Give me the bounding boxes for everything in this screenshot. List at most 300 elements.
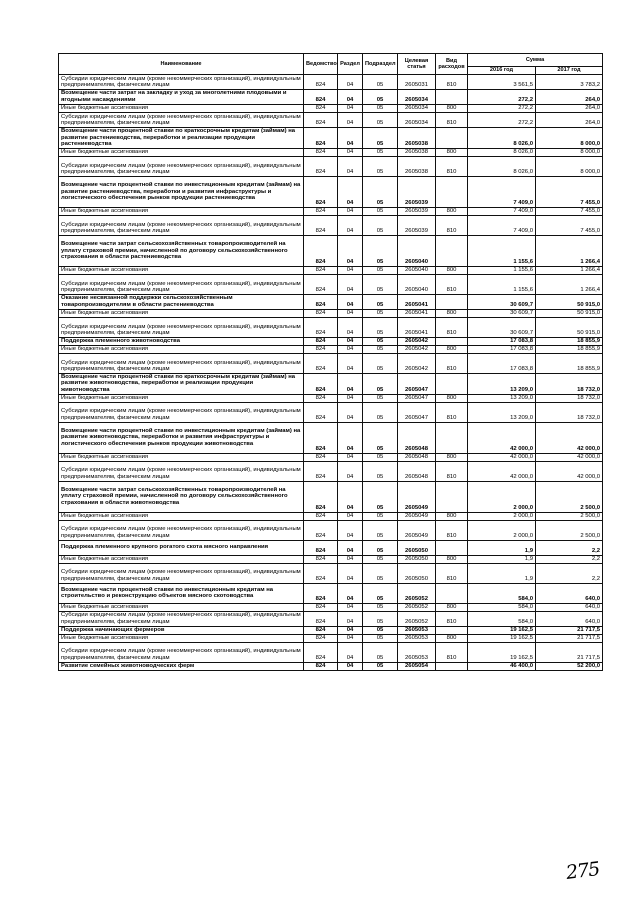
cell-target-article: 2605038 bbox=[398, 148, 436, 156]
cell-name: Поддержка начинающих фермеров bbox=[59, 626, 304, 634]
cell-department: 824 bbox=[304, 266, 338, 274]
cell-name: Иные бюджетные ассигнования bbox=[59, 512, 304, 520]
cell-section: 04 bbox=[338, 317, 363, 337]
cell-target-article: 2605052 bbox=[398, 583, 436, 603]
cell-name: Оказание несвязанной поддержки сельскохозяйственным товаропроизводителям в области растениеводства bbox=[59, 294, 304, 309]
cell-sum-2016: 46 400,0 bbox=[468, 662, 536, 670]
cell-name: Субсидии юридическим лицам (кроме некоммерческих организаций), индивидуальным предпринимателям, физическим лицам bbox=[59, 274, 304, 294]
header-subsection: Подраздел bbox=[363, 54, 398, 75]
cell-sum-2016: 30 609,7 bbox=[468, 309, 536, 317]
cell-sum-2016: 8 026,0 bbox=[468, 128, 536, 149]
cell-sum-2016: 7 409,0 bbox=[468, 207, 536, 215]
cell-sum-2017: 18 855,9 bbox=[536, 337, 603, 345]
cell-sum-2017: 3 783,2 bbox=[536, 75, 603, 90]
cell-sum-2016: 584,0 bbox=[468, 603, 536, 611]
cell-expense-type bbox=[436, 540, 468, 555]
cell-sum-2017: 18 855,9 bbox=[536, 353, 603, 373]
cell-target-article: 2605053 bbox=[398, 626, 436, 634]
cell-target-article: 2605042 bbox=[398, 353, 436, 373]
table-row bbox=[59, 90, 603, 105]
header-name: Наименование bbox=[59, 54, 304, 75]
cell-expense-type: 800 bbox=[436, 266, 468, 274]
table-row bbox=[59, 555, 603, 563]
cell-sum-2017: 21 717,5 bbox=[536, 642, 603, 662]
cell-department: 824 bbox=[304, 453, 338, 461]
cell-section: 04 bbox=[338, 461, 363, 481]
cell-subsection: 05 bbox=[363, 373, 398, 394]
cell-section: 04 bbox=[338, 373, 363, 394]
table-row bbox=[59, 345, 603, 353]
cell-expense-type: 810 bbox=[436, 113, 468, 128]
cell-section: 04 bbox=[338, 353, 363, 373]
cell-name: Иные бюджетные ассигнования bbox=[59, 266, 304, 274]
table-row bbox=[59, 453, 603, 461]
cell-department: 824 bbox=[304, 235, 338, 266]
cell-section: 04 bbox=[338, 634, 363, 642]
cell-section: 04 bbox=[338, 337, 363, 345]
cell-sum-2017: 42 000,0 bbox=[536, 453, 603, 461]
cell-sum-2017: 8 000,0 bbox=[536, 148, 603, 156]
cell-department: 824 bbox=[304, 583, 338, 603]
cell-target-article: 2605042 bbox=[398, 337, 436, 345]
cell-sum-2016: 3 561,5 bbox=[468, 75, 536, 90]
cell-department: 824 bbox=[304, 555, 338, 563]
cell-department: 824 bbox=[304, 353, 338, 373]
cell-sum-2016: 42 000,0 bbox=[468, 461, 536, 481]
cell-sum-2017: 264,0 bbox=[536, 90, 603, 105]
cell-sum-2017: 7 455,0 bbox=[536, 215, 603, 235]
cell-department: 824 bbox=[304, 461, 338, 481]
cell-sum-2017: 264,0 bbox=[536, 113, 603, 128]
cell-name: Иные бюджетные ассигнования bbox=[59, 453, 304, 461]
cell-section: 04 bbox=[338, 274, 363, 294]
cell-subsection: 05 bbox=[363, 176, 398, 207]
header-target-article: Целевая статья bbox=[398, 54, 436, 75]
cell-sum-2016: 272,2 bbox=[468, 113, 536, 128]
cell-department: 824 bbox=[304, 176, 338, 207]
cell-target-article: 2605050 bbox=[398, 563, 436, 583]
budget-table bbox=[58, 53, 603, 671]
table-row bbox=[59, 128, 603, 149]
cell-expense-type: 800 bbox=[436, 603, 468, 611]
header-department: Ведомство bbox=[304, 54, 338, 75]
cell-target-article: 2605054 bbox=[398, 662, 436, 670]
cell-sum-2017: 2,2 bbox=[536, 563, 603, 583]
cell-department: 824 bbox=[304, 156, 338, 176]
header-expense-type: Вид расходов bbox=[436, 54, 468, 75]
cell-section: 04 bbox=[338, 309, 363, 317]
cell-expense-type bbox=[436, 128, 468, 149]
cell-subsection: 05 bbox=[363, 540, 398, 555]
cell-sum-2016: 19 162,5 bbox=[468, 634, 536, 642]
cell-sum-2017: 7 455,0 bbox=[536, 176, 603, 207]
cell-name: Возмещение части затрат сельскохозяйственных товаропроизводителей на уплату страховой премии, начисленной по договору сельскохозяйственного страхования в области животноводства bbox=[59, 481, 304, 512]
cell-expense-type: 810 bbox=[436, 520, 468, 540]
table-row bbox=[59, 156, 603, 176]
cell-section: 04 bbox=[338, 394, 363, 402]
cell-target-article: 2605040 bbox=[398, 274, 436, 294]
cell-name: Иные бюджетные ассигнования bbox=[59, 555, 304, 563]
table-row bbox=[59, 662, 603, 670]
cell-section: 04 bbox=[338, 266, 363, 274]
header-year-2016: 2016 год bbox=[468, 67, 536, 75]
cell-expense-type bbox=[436, 481, 468, 512]
cell-target-article: 2605052 bbox=[398, 611, 436, 626]
cell-subsection: 05 bbox=[363, 611, 398, 626]
table-row bbox=[59, 461, 603, 481]
cell-sum-2017: 1 266,4 bbox=[536, 235, 603, 266]
cell-subsection: 05 bbox=[363, 422, 398, 453]
cell-name: Иные бюджетные ассигнования bbox=[59, 394, 304, 402]
cell-name: Субсидии юридическим лицам (кроме некоммерческих организаций), индивидуальным предпринимателям, физическим лицам bbox=[59, 402, 304, 422]
cell-target-article: 2605038 bbox=[398, 128, 436, 149]
cell-sum-2017: 21 717,5 bbox=[536, 626, 603, 634]
cell-sum-2017: 18 732,0 bbox=[536, 373, 603, 394]
cell-section: 04 bbox=[338, 662, 363, 670]
cell-expense-type: 800 bbox=[436, 148, 468, 156]
cell-subsection: 05 bbox=[363, 583, 398, 603]
cell-sum-2017: 640,0 bbox=[536, 583, 603, 603]
cell-target-article: 2605031 bbox=[398, 75, 436, 90]
cell-name: Развитие семейных животноводческих ферм bbox=[59, 662, 304, 670]
cell-target-article: 2605040 bbox=[398, 266, 436, 274]
table-row bbox=[59, 402, 603, 422]
cell-department: 824 bbox=[304, 207, 338, 215]
cell-expense-type: 800 bbox=[436, 634, 468, 642]
cell-expense-type: 810 bbox=[436, 215, 468, 235]
cell-sum-2017: 1 266,4 bbox=[536, 274, 603, 294]
cell-sum-2016: 19 162,5 bbox=[468, 642, 536, 662]
table-row bbox=[59, 75, 603, 90]
cell-section: 04 bbox=[338, 176, 363, 207]
cell-sum-2016: 272,2 bbox=[468, 105, 536, 113]
cell-name: Поддержка племенного крупного рогатого скота мясного направления bbox=[59, 540, 304, 555]
cell-name: Иные бюджетные ассигнования bbox=[59, 634, 304, 642]
cell-target-article: 2605047 bbox=[398, 394, 436, 402]
cell-expense-type bbox=[436, 176, 468, 207]
cell-sum-2016: 584,0 bbox=[468, 583, 536, 603]
cell-department: 824 bbox=[304, 402, 338, 422]
table-row bbox=[59, 113, 603, 128]
cell-sum-2017: 50 915,0 bbox=[536, 294, 603, 309]
cell-sum-2017: 2,2 bbox=[536, 555, 603, 563]
table-row bbox=[59, 611, 603, 626]
cell-name: Иные бюджетные ассигнования bbox=[59, 148, 304, 156]
cell-subsection: 05 bbox=[363, 353, 398, 373]
table-row bbox=[59, 626, 603, 634]
cell-name: Возмещение части процентной ставки по инвестиционным кредитам на строительство и реконструкцию объектов мясного скотоводства bbox=[59, 583, 304, 603]
cell-sum-2017: 50 915,0 bbox=[536, 317, 603, 337]
cell-subsection: 05 bbox=[363, 481, 398, 512]
cell-expense-type bbox=[436, 626, 468, 634]
cell-section: 04 bbox=[338, 402, 363, 422]
cell-name: Субсидии юридическим лицам (кроме некоммерческих организаций), индивидуальным предпринимателям, физическим лицам bbox=[59, 611, 304, 626]
cell-target-article: 2605047 bbox=[398, 373, 436, 394]
cell-section: 04 bbox=[338, 148, 363, 156]
cell-subsection: 05 bbox=[363, 337, 398, 345]
cell-target-article: 2605041 bbox=[398, 294, 436, 309]
cell-sum-2016: 1 155,6 bbox=[468, 235, 536, 266]
table-row bbox=[59, 634, 603, 642]
cell-sum-2016: 2 000,0 bbox=[468, 481, 536, 512]
cell-subsection: 05 bbox=[363, 555, 398, 563]
cell-target-article: 2605049 bbox=[398, 520, 436, 540]
cell-name: Субсидии юридическим лицам (кроме некоммерческих организаций), индивидуальным предпринимателям, физическим лицам bbox=[59, 113, 304, 128]
cell-subsection: 05 bbox=[363, 461, 398, 481]
cell-subsection: 05 bbox=[363, 520, 398, 540]
cell-department: 824 bbox=[304, 540, 338, 555]
cell-subsection: 05 bbox=[363, 90, 398, 105]
cell-subsection: 05 bbox=[363, 128, 398, 149]
cell-name: Иные бюджетные ассигнования bbox=[59, 345, 304, 353]
cell-expense-type: 800 bbox=[436, 394, 468, 402]
table-row bbox=[59, 353, 603, 373]
cell-target-article: 2605034 bbox=[398, 90, 436, 105]
cell-target-article: 2605048 bbox=[398, 422, 436, 453]
cell-name: Субсидии юридическим лицам (кроме некоммерческих организаций), индивидуальным предпринимателям, физическим лицам bbox=[59, 215, 304, 235]
cell-subsection: 05 bbox=[363, 215, 398, 235]
table-row bbox=[59, 266, 603, 274]
cell-section: 04 bbox=[338, 520, 363, 540]
cell-subsection: 05 bbox=[363, 662, 398, 670]
cell-department: 824 bbox=[304, 148, 338, 156]
cell-department: 824 bbox=[304, 394, 338, 402]
cell-expense-type: 800 bbox=[436, 512, 468, 520]
cell-section: 04 bbox=[338, 583, 363, 603]
cell-expense-type: 810 bbox=[436, 317, 468, 337]
cell-name: Возмещение части процентной ставки по инвестиционным кредитам (займам) на развитие животноводства, переработки и развития инфраструктуры и логистического обеспечения рынков продукции животноводства bbox=[59, 422, 304, 453]
cell-section: 04 bbox=[338, 512, 363, 520]
cell-name: Субсидии юридическим лицам (кроме некоммерческих организаций), индивидуальным предпринимателям, физическим лицам bbox=[59, 317, 304, 337]
cell-section: 04 bbox=[338, 90, 363, 105]
cell-sum-2016: 42 000,0 bbox=[468, 422, 536, 453]
header-year-2017: 2017 год bbox=[536, 67, 603, 75]
cell-section: 04 bbox=[338, 156, 363, 176]
cell-sum-2016: 1 155,6 bbox=[468, 274, 536, 294]
cell-department: 824 bbox=[304, 563, 338, 583]
cell-sum-2017: 264,0 bbox=[536, 105, 603, 113]
cell-name: Субсидии юридическим лицам (кроме некоммерческих организаций), индивидуальным предпринимателям, физическим лицам bbox=[59, 642, 304, 662]
table-row bbox=[59, 394, 603, 402]
cell-sum-2016: 8 026,0 bbox=[468, 148, 536, 156]
cell-name: Субсидии юридическим лицам (кроме некоммерческих организаций), индивидуальным предпринимателям, физическим лицам bbox=[59, 353, 304, 373]
table-row bbox=[59, 422, 603, 453]
header-sum: Сумма bbox=[468, 54, 603, 67]
cell-expense-type: 800 bbox=[436, 105, 468, 113]
cell-section: 04 bbox=[338, 540, 363, 555]
cell-sum-2017: 1 266,4 bbox=[536, 266, 603, 274]
cell-expense-type bbox=[436, 90, 468, 105]
page-number: 275 bbox=[564, 858, 601, 884]
cell-target-article: 2605034 bbox=[398, 105, 436, 113]
cell-sum-2016: 13 209,0 bbox=[468, 373, 536, 394]
cell-department: 824 bbox=[304, 422, 338, 453]
table-row bbox=[59, 520, 603, 540]
cell-expense-type: 800 bbox=[436, 309, 468, 317]
cell-name: Субсидии юридическим лицам (кроме некоммерческих организаций), индивидуальным предпринимателям, физическим лицам bbox=[59, 156, 304, 176]
cell-department: 824 bbox=[304, 294, 338, 309]
cell-sum-2017: 42 000,0 bbox=[536, 422, 603, 453]
cell-sum-2016: 17 083,8 bbox=[468, 345, 536, 353]
cell-expense-type bbox=[436, 422, 468, 453]
cell-section: 04 bbox=[338, 603, 363, 611]
cell-sum-2017: 7 455,0 bbox=[536, 207, 603, 215]
table-row bbox=[59, 274, 603, 294]
cell-target-article: 2605038 bbox=[398, 156, 436, 176]
cell-name: Иные бюджетные ассигнования bbox=[59, 207, 304, 215]
cell-subsection: 05 bbox=[363, 402, 398, 422]
table-row bbox=[59, 105, 603, 113]
cell-sum-2017: 640,0 bbox=[536, 611, 603, 626]
cell-department: 824 bbox=[304, 337, 338, 345]
cell-sum-2017: 42 000,0 bbox=[536, 461, 603, 481]
cell-subsection: 05 bbox=[363, 603, 398, 611]
cell-target-article: 2605048 bbox=[398, 461, 436, 481]
cell-sum-2016: 272,2 bbox=[468, 90, 536, 105]
cell-expense-type bbox=[436, 337, 468, 345]
table-row bbox=[59, 309, 603, 317]
cell-section: 04 bbox=[338, 481, 363, 512]
cell-name: Иные бюджетные ассигнования bbox=[59, 309, 304, 317]
cell-subsection: 05 bbox=[363, 148, 398, 156]
cell-department: 824 bbox=[304, 345, 338, 353]
cell-target-article: 2605050 bbox=[398, 555, 436, 563]
cell-sum-2016: 7 409,0 bbox=[468, 215, 536, 235]
cell-subsection: 05 bbox=[363, 453, 398, 461]
cell-expense-type bbox=[436, 583, 468, 603]
cell-expense-type: 810 bbox=[436, 353, 468, 373]
cell-expense-type bbox=[436, 373, 468, 394]
cell-sum-2016: 19 162,5 bbox=[468, 626, 536, 634]
cell-sum-2016: 2 000,0 bbox=[468, 520, 536, 540]
cell-target-article: 2605053 bbox=[398, 642, 436, 662]
cell-expense-type: 810 bbox=[436, 642, 468, 662]
cell-target-article: 2605039 bbox=[398, 215, 436, 235]
cell-section: 04 bbox=[338, 105, 363, 113]
cell-department: 824 bbox=[304, 317, 338, 337]
cell-expense-type: 810 bbox=[436, 156, 468, 176]
cell-name: Субсидии юридическим лицам (кроме некоммерческих организаций), индивидуальным предпринимателям, физическим лицам bbox=[59, 563, 304, 583]
cell-expense-type: 810 bbox=[436, 75, 468, 90]
cell-department: 824 bbox=[304, 512, 338, 520]
cell-section: 04 bbox=[338, 235, 363, 266]
cell-subsection: 05 bbox=[363, 394, 398, 402]
cell-subsection: 05 bbox=[363, 207, 398, 215]
cell-subsection: 05 bbox=[363, 105, 398, 113]
cell-department: 824 bbox=[304, 603, 338, 611]
cell-sum-2016: 13 209,0 bbox=[468, 394, 536, 402]
cell-target-article: 2605052 bbox=[398, 603, 436, 611]
cell-target-article: 2605049 bbox=[398, 481, 436, 512]
cell-sum-2016: 17 083,8 bbox=[468, 353, 536, 373]
cell-expense-type bbox=[436, 235, 468, 266]
cell-expense-type: 800 bbox=[436, 453, 468, 461]
cell-target-article: 2605048 bbox=[398, 453, 436, 461]
cell-subsection: 05 bbox=[363, 309, 398, 317]
table-row bbox=[59, 317, 603, 337]
cell-department: 824 bbox=[304, 481, 338, 512]
cell-subsection: 05 bbox=[363, 317, 398, 337]
cell-target-article: 2605053 bbox=[398, 634, 436, 642]
table-row bbox=[59, 512, 603, 520]
cell-subsection: 05 bbox=[363, 512, 398, 520]
cell-target-article: 2605039 bbox=[398, 176, 436, 207]
cell-sum-2016: 1,9 bbox=[468, 540, 536, 555]
cell-sum-2016: 1,9 bbox=[468, 563, 536, 583]
cell-sum-2016: 1 155,6 bbox=[468, 266, 536, 274]
cell-sum-2016: 17 083,8 bbox=[468, 337, 536, 345]
cell-sum-2017: 2,2 bbox=[536, 540, 603, 555]
cell-subsection: 05 bbox=[363, 294, 398, 309]
cell-department: 824 bbox=[304, 642, 338, 662]
cell-section: 04 bbox=[338, 626, 363, 634]
cell-section: 04 bbox=[338, 207, 363, 215]
table-row bbox=[59, 642, 603, 662]
table-row bbox=[59, 603, 603, 611]
table-row bbox=[59, 235, 603, 266]
header-section: Раздел bbox=[338, 54, 363, 75]
cell-expense-type: 810 bbox=[436, 563, 468, 583]
cell-expense-type: 800 bbox=[436, 345, 468, 353]
cell-name: Возмещение части процентной ставки по краткосрочным кредитам (займам) на развитие растениеводства, переработки и реализации продукции растениеводства bbox=[59, 128, 304, 149]
cell-sum-2017: 50 915,0 bbox=[536, 309, 603, 317]
cell-section: 04 bbox=[338, 113, 363, 128]
cell-name: Возмещение части затрат на закладку и уход за многолетними плодовыми и ягодными насаждениями bbox=[59, 90, 304, 105]
cell-department: 824 bbox=[304, 274, 338, 294]
cell-department: 824 bbox=[304, 309, 338, 317]
cell-department: 824 bbox=[304, 626, 338, 634]
table-row bbox=[59, 583, 603, 603]
cell-sum-2016: 8 026,0 bbox=[468, 156, 536, 176]
cell-department: 824 bbox=[304, 105, 338, 113]
cell-section: 04 bbox=[338, 453, 363, 461]
table-row bbox=[59, 373, 603, 394]
cell-expense-type: 810 bbox=[436, 274, 468, 294]
cell-subsection: 05 bbox=[363, 345, 398, 353]
cell-subsection: 05 bbox=[363, 75, 398, 90]
cell-department: 824 bbox=[304, 373, 338, 394]
cell-sum-2017: 2 500,0 bbox=[536, 512, 603, 520]
cell-subsection: 05 bbox=[363, 642, 398, 662]
cell-sum-2017: 52 200,0 bbox=[536, 662, 603, 670]
cell-target-article: 2605050 bbox=[398, 540, 436, 555]
cell-sum-2016: 30 609,7 bbox=[468, 294, 536, 309]
cell-name: Возмещение части процентной ставки по краткосрочным кредитам (займам) на развитие животноводства, переработки и реализации продукции животноводства bbox=[59, 373, 304, 394]
cell-name: Иные бюджетные ассигнования bbox=[59, 603, 304, 611]
cell-subsection: 05 bbox=[363, 266, 398, 274]
cell-name: Возмещение части процентной ставки по инвестиционным кредитам (займам) на развитие растениеводства, переработки и развития инфраструктуры и логистического обеспечения рынков продукции растениеводства bbox=[59, 176, 304, 207]
cell-target-article: 2605041 bbox=[398, 309, 436, 317]
table-row bbox=[59, 481, 603, 512]
cell-department: 824 bbox=[304, 113, 338, 128]
cell-sum-2017: 18 855,9 bbox=[536, 345, 603, 353]
cell-subsection: 05 bbox=[363, 274, 398, 294]
table-row bbox=[59, 176, 603, 207]
cell-section: 04 bbox=[338, 611, 363, 626]
cell-sum-2017: 18 732,0 bbox=[536, 394, 603, 402]
cell-department: 824 bbox=[304, 611, 338, 626]
cell-expense-type: 810 bbox=[436, 402, 468, 422]
cell-sum-2016: 7 409,0 bbox=[468, 176, 536, 207]
cell-target-article: 2605034 bbox=[398, 113, 436, 128]
cell-section: 04 bbox=[338, 128, 363, 149]
cell-sum-2016: 13 209,0 bbox=[468, 402, 536, 422]
cell-department: 824 bbox=[304, 520, 338, 540]
cell-expense-type bbox=[436, 662, 468, 670]
cell-department: 824 bbox=[304, 128, 338, 149]
cell-sum-2017: 8 000,0 bbox=[536, 156, 603, 176]
cell-subsection: 05 bbox=[363, 113, 398, 128]
